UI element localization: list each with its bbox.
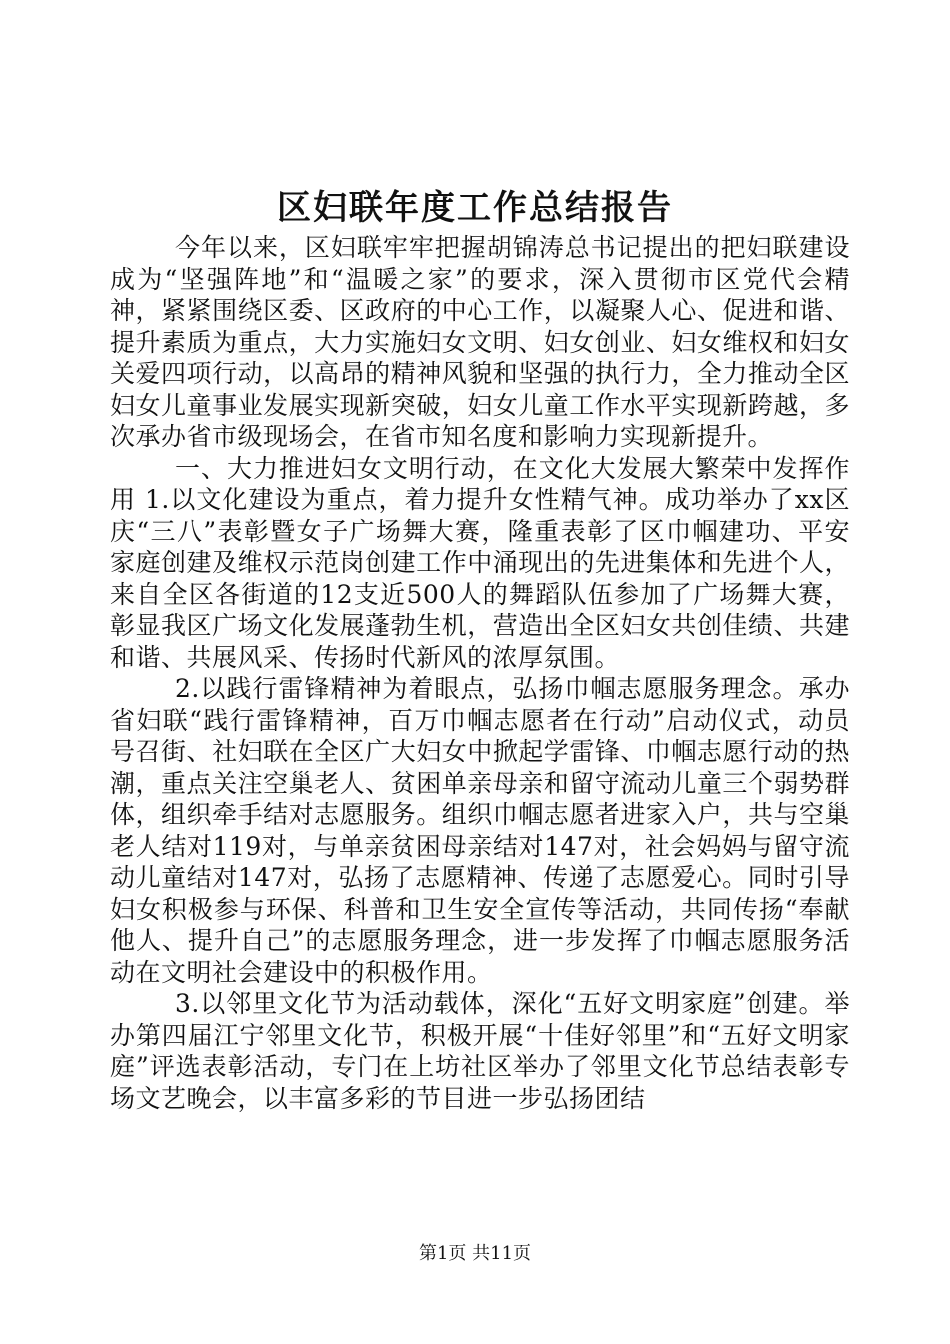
paragraph-intro: 今年以来，区妇联牢牢把握胡锦涛总书记提出的把妇联建设成为“坚强阵地”和“温暖之家”的要求，深入贯彻市区党代会精神，紧紧围绕区委、区政府的中心工作，以凝聚人心、促进和谐、提升素质为重点，大力实施妇女文明、妇女创业、妇女维权和妇女关爱四项行动，以高昂的精神风貌和坚强的执行力，全力推动全区妇女儿童事业发展实现新突破，妇女儿童工作水平实现新跨越，多次承办省市级现场会，在省市知名度和影响力实现新提升。 [110,233,850,451]
page-number-footer: 第1页 共11页 [418,1243,532,1264]
document-title: 区妇联年度工作总结报告 [277,188,673,228]
paragraph-item-2: 2.以践行雷锋精神为着眼点，弘扬巾帼志愿服务理念。承办省妇联“践行雷锋精神，百万巾帼志愿者在行动”启动仪式，动员号召街、社妇联在全区广大妇女中掀起学雷锋、巾帼志愿行动的热潮，重点关注空巢老人、贫困单亲母亲和留守流动儿童三个弱势群体，组织牵手结对志愿服务。组织巾帼志愿者进家入户，共与空巢老人结对119对，与单亲贫困母亲结对147对，社会妈妈与留守流动儿童结对147对，弘扬了志愿精神、传递了志愿爱心。同时引导妇女积极参与环保、科普和卫生安全宣传等活动，共同传扬“奉献他人、提升自己”的志愿服务理念，进一步发挥了巾帼志愿服务活动在文明社会建设中的积极作用。 [110,674,850,987]
paragraph-item-3: 3.以邻里文化节为活动载体，深化“五好文明家庭”创建。举办第四届江宁邻里文化节，积极开展“十佳好邻里”和“五好文明家庭”评选表彰活动，专门在上坊社区举办了邻里文化节总结表彰专场文艺晚会，以丰富多彩的节目进一步弘扬团结 [110,989,850,1113]
paragraph-section-1: 一、大力推进妇女文明行动，在文化大发展大繁荣中发挥作用 1.以文化建设为重点，着力提升女性精气神。成功举办了xx区庆“三八”表彰暨女子广场舞大赛，隆重表彰了区巾帼建功、平安家庭创建及维权示范岗创建工作中涌现出的先进集体和先进个人，来自全区各街道的12支近500人的舞蹈队伍参加了广场舞大赛，彰显我区广场文化发展蓬勃生机，营造出全区妇女共创佳绩、共建和谐、共展风采、传扬时代新风的浓厚氛围。 [110,453,850,672]
document-body [110,232,850,1114]
